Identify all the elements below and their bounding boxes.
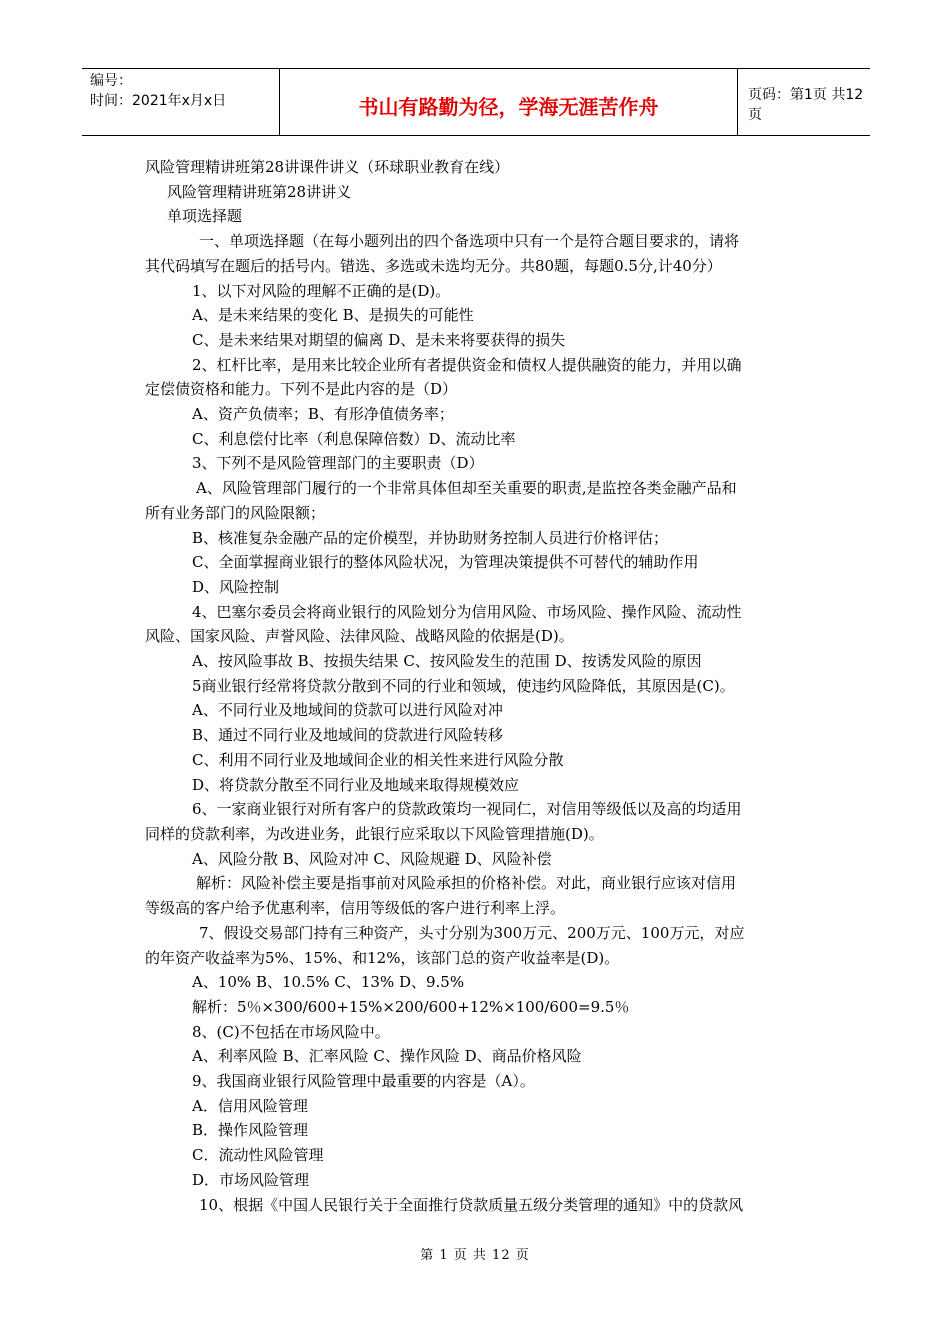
text-line: 5商业银行经常将贷款分散到不同的行业和领域，使违约风险降低，其原因是(C)。 [192, 676, 735, 695]
document-time-label: 时间：2021年x月x日 [90, 93, 227, 109]
text-line: A、风险管理部门履行的一个非常具体但却至关重要的职责,是监控各类金融产品和 [196, 479, 737, 498]
text-line: D、风险控制 [192, 577, 280, 596]
text-line: 8、(C)不包括在市场风险中。 [192, 1022, 390, 1041]
text-line: B．操作风险管理 [192, 1121, 309, 1140]
document-body [145, 155, 810, 1217]
page-footer: 第 1 页 共 12 页 [420, 1248, 530, 1263]
text-line: 单项选择题 [167, 207, 243, 226]
text-line: 同样的贷款利率，为改进业务，此银行应采取以下风险管理措施(D)。 [145, 824, 604, 843]
text-line: D．市场风险管理 [192, 1170, 310, 1189]
text-line: A、利率风险 B、汇率风险 C、操作风险 D、商品价格风险 [192, 1047, 582, 1066]
text-line: 9、我国商业银行风险管理中最重要的内容是（A）。 [192, 1072, 535, 1091]
text-line: A、是未来结果的变化 B、是损失的可能性 [192, 306, 474, 325]
text-line: 10、根据《中国人民银行关于全面推行贷款质量五级分类管理的通知》中的贷款风 [199, 1195, 744, 1214]
text-line: A、风险分散 B、风险对冲 C、风险规避 D、风险补偿 [192, 849, 552, 868]
text-line: 解析：风险补偿主要是指事前对风险承担的价格补偿。对此，商业银行应该对信用 [196, 874, 737, 893]
text-line: A、不同行业及地域间的贷款可以进行风险对冲 [192, 701, 503, 720]
text-line: 解析：5％×300/600+15%×200/600+12%×100/600=9.5％ [192, 997, 630, 1016]
text-line: 风险管理精讲班第28讲课件讲义（环球职业教育在线） [145, 158, 510, 176]
text-line: 风险、国家风险、声誉风险、法律风险、战略风险的依据是(D)。 [145, 627, 574, 646]
text-line: C、利息偿付比率（利息保障倍数）D、流动比率 [192, 429, 516, 448]
text-line: 定偿债资格和能力。下列不是此内容的是（D） [145, 380, 458, 399]
text-line: 3、下列不是风险管理部门的主要职责（D） [192, 454, 484, 473]
text-line: 2、杠杆比率，是用来比较企业所有者提供资金和债权人提供融资的能力，并用以确 [192, 355, 742, 374]
text-line: 所有业务部门的风险限额； [145, 503, 326, 522]
text-line: 等级高的客户给予优惠利率，信用等级低的客户进行利率上浮。 [145, 899, 566, 918]
header-meta [82, 69, 280, 135]
text-line: A、10% B、10.5% C、13% D、9.5% [192, 973, 465, 992]
text-line: 6、一家商业银行对所有客户的贷款政策均一视同仁，对信用等级低以及高的均适用 [192, 800, 742, 819]
page-header [82, 68, 870, 136]
text-line: A、资产负债率；B、有形净值债务率； [192, 405, 454, 424]
text-line: B、核准复杂金融产品的定价模型，并协助财务控制人员进行价格评估； [192, 528, 669, 547]
text-line: 4、巴塞尔委员会将商业银行的风险划分为信用风险、市场风险、操作风险、流动性 [192, 602, 742, 621]
text-line: C、全面掌握商业银行的整体风险状况，为管理决策提供不可替代的辅助作用 [192, 553, 699, 572]
text-line: B、通过不同行业及地域间的贷款进行风险转移 [192, 726, 504, 745]
header-page-info: 页码：第1页 共12页 [748, 87, 864, 123]
text-line: C．流动性风险管理 [192, 1146, 324, 1165]
text-line: 风险管理精讲班第28讲讲义 [167, 182, 352, 201]
text-line: 一、单项选择题（在每小题列出的四个备选项中只有一个是符合题目要求的，请将 [199, 232, 740, 251]
text-line: 7、假设交易部门持有三种资产，头寸分别为300万元、200万元、100万元，对应 [199, 923, 745, 942]
text-line: A、按风险事故 B、按损失结果 C、按风险发生的范围 D、按诱发风险的原因 [192, 652, 702, 671]
header-motto: 书山有路勤为径，学海无涯苦作舟 [280, 69, 738, 135]
text-line: D、将贷款分散至不同行业及地域来取得规模效应 [192, 775, 520, 794]
text-line: 1、以下对风险的理解不正确的是(D)。 [192, 281, 451, 300]
text-line: C、利用不同行业及地域间企业的相关性来进行风险分散 [192, 750, 564, 769]
text-line: 其代码填写在题后的括号内。错选、多选或未选均无分。共80题，每题0.5分,计40分） [145, 256, 722, 275]
text-line: A．信用风险管理 [192, 1096, 308, 1115]
document-number-label: 编号： [90, 73, 132, 89]
text-line: 的年资产收益率为5%、15%、和12%，该部门总的资产收益率是(D)。 [145, 948, 620, 967]
text-line: C、是未来结果对期望的偏离 D、是未来将要获得的损失 [192, 330, 566, 349]
